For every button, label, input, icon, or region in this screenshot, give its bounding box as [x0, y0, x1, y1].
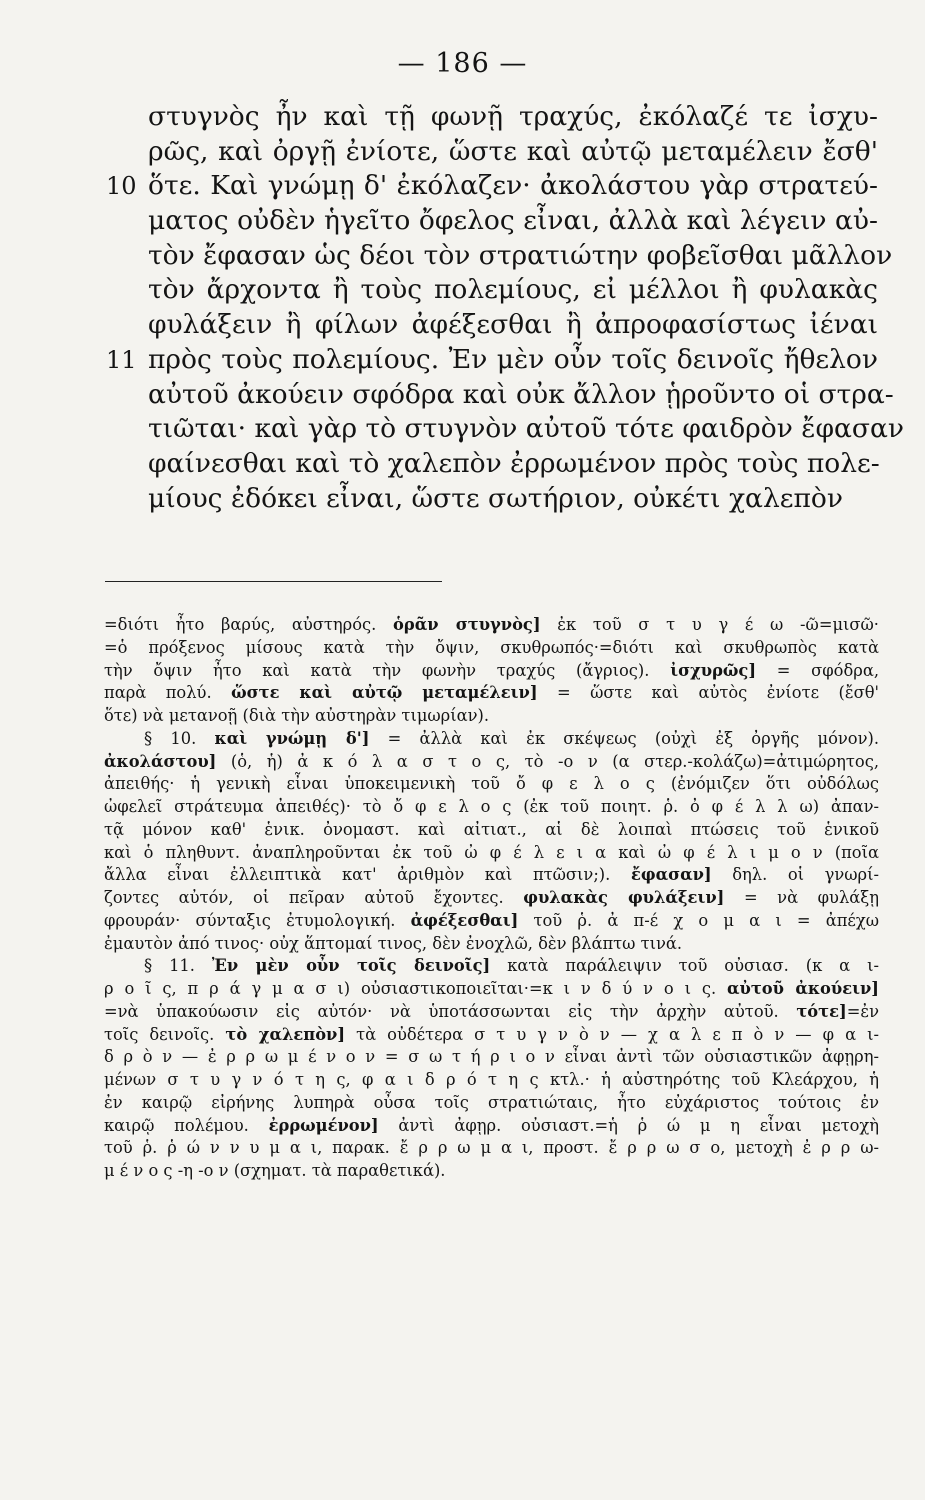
- note-text: = ἀλλὰ καὶ ἐκ σκέψεως (οὐχὶ ἐξ ὀργῆς μόνον).: [369, 728, 879, 748]
- line-text: φυλάξειν ἢ φίλων ἀφέξεσθαι ἢ ἀπροφασίστως ἰέναι: [148, 309, 878, 341]
- note-text: (ὁ, ἡ) ἀ κ ό λ α σ τ ο ς, τὸ -ο ν (α στερ.-κολάζω)=ἀτιμώρητος,: [216, 751, 879, 771]
- text-line: [148, 482, 878, 517]
- note-text: παρὰ πολύ.: [104, 683, 232, 703]
- note-text: ζοντες αὐτόν, οἱ πεῖραν αὐτοῦ ἔχοντες.: [104, 888, 524, 907]
- note-line: [104, 933, 879, 956]
- note-text: ἄλλα εἶναι ἐλλειπτικὰ κατ' ἀριθμὸν καὶ πτῶσιν;).: [104, 865, 631, 885]
- note-headword: ἰσχυρῶς]: [670, 660, 757, 680]
- line-text: ρῶς, καὶ ὀργῇ ἐνίοτε, ὥστε καὶ αὐτῷ μεταμέλειν ἔσθ': [148, 135, 878, 167]
- note-text: δ ρ ὸ ν — ἐ ρ ρ ω μ έ ν ο ν = σ ω τ ή ρ ι ο ν εἶναι ἀντὶ τῶν οὐσιαστικῶν ἀφῃρη-: [104, 1047, 879, 1067]
- line-number: 10: [106, 172, 137, 201]
- note-line: [104, 1115, 879, 1138]
- note-text: τὰ οὐδέτερα σ τ υ γ ν ὸ ν — χ α λ ε π ὸ ν — φ α ι-: [345, 1024, 879, 1044]
- note-text: ὠφελεῖ στράτευμα ἀπειθές)· τὸ ὄ φ ε λ ο ς (ἐκ τοῦ ποιητ. ῥ. ὀ φ έ λ λ ω) ἀπαν-: [104, 797, 879, 816]
- text-line: [148, 135, 878, 170]
- note-text: καὶ ὁ πληθυντ. ἀναπληροῦνται ἐκ τοῦ ὠ φ έ λ ε ι α καὶ ὠ φ έ λ ι μ ο ν (ποῖα: [104, 842, 879, 862]
- note-line: [104, 1160, 879, 1183]
- note-line: [104, 773, 879, 796]
- note-text: ὅτε) νὰ μετανοῇ (διὰ τὴν αὐστηρὰν τιμωρίαν).: [104, 706, 490, 725]
- text-line: [148, 100, 878, 135]
- note-text: μ έ ν ο ς -η -ο ν (σχηματ. τὰ παραθετικά).: [104, 1161, 446, 1180]
- note-line: [104, 955, 879, 978]
- note-line: [104, 864, 879, 887]
- text-line: [148, 378, 894, 413]
- note-line: [104, 614, 879, 637]
- note-text: ἐκ τοῦ σ τ υ γ έ ω -ῶ=μισῶ·: [540, 615, 879, 634]
- note-line: [104, 682, 879, 705]
- text-line: [106, 169, 878, 204]
- text-line: [106, 343, 878, 378]
- note-headword: ὁρᾶν στυγνὸς]: [393, 615, 541, 634]
- note-text: = νὰ φυλάξῃ: [724, 888, 879, 907]
- note-text: δηλ. οἱ γνωρί-: [711, 865, 880, 885]
- line-text: αὐτοῦ ἀκούειν σφόδρα καὶ οὐκ ἄλλον ᾑροῦντο οἱ στρα-: [148, 378, 894, 410]
- note-text: ἀντὶ ἀφῃρ. οὐσιαστ.=ἡ ῥ ώ μ η εἶναι μετοχὴ: [378, 1115, 880, 1135]
- line-text: τὸν ἔφασαν ὡς δέοι τὸν στρατιώτην φοβεῖσθαι μᾶλλον: [148, 239, 893, 271]
- note-headword: Ἐν μὲν οὖν τοῖς δεινοῖς]: [211, 956, 491, 976]
- note-text: = σφόδρα,: [756, 660, 879, 680]
- note-text: τᾷ μόνον καθ' ἑνικ. ὀνομαστ. καὶ αἰτιατ., αἱ δὲ λοιπαὶ πτώσεις τοῦ ἑνικοῦ: [104, 819, 879, 839]
- main-text: [106, 100, 905, 516]
- line-text: πρὸς τοὺς πολεμίους. Ἐν μὲν οὖν τοῖς δεινοῖς ἤθελον: [148, 343, 878, 375]
- note-text: = ὥστε καὶ αὐτὸς ἐνίοτε (ἔσθ': [537, 683, 879, 703]
- footnote-separator: [105, 581, 442, 582]
- note-headword: καὶ γνώμῃ δ']: [214, 728, 370, 748]
- note-line: [104, 1092, 879, 1115]
- note-line: [104, 1024, 879, 1047]
- note-line: [104, 1046, 879, 1069]
- note-headword: ἐρρωμένον]: [268, 1115, 379, 1135]
- note-text: μένων σ τ υ γ ν ό τ η ς, φ α ι δ ρ ό τ η ς κτλ.· ἡ αὐστηρότης τοῦ Κλεάρχου, ἡ: [104, 1070, 879, 1089]
- note-line: [104, 1069, 879, 1092]
- note-text: =νὰ ὑπακούωσιν εἰς αὐτόν· νὰ ὑποτάσσωνται εἰς τὴν ἀρχὴν αὐτοῦ.: [104, 1001, 797, 1021]
- note-headword: ἀφέξεσθαι]: [410, 910, 519, 930]
- note-headword: ἔφασαν]: [630, 865, 712, 885]
- note-text: § 11.: [144, 956, 212, 976]
- text-line: [148, 412, 905, 447]
- page-number: — 186 —: [397, 48, 528, 79]
- line-text: ματος οὐδὲν ἡγεῖτο ὄφελος εἶναι, ἀλλὰ καὶ λέγειν αὐ-: [148, 205, 878, 237]
- line-text: στυγνὸς ἦν καὶ τῇ φωνῇ τραχύς, ἐκόλαζέ τε ἰσχυ-: [148, 101, 878, 132]
- note-text: =ὁ πρόξενος μίσους κατὰ τὴν ὄψιν, σκυθρωπός·=διότι καὶ σκυθρωπὸς κατὰ: [104, 637, 879, 657]
- note-text: ρ ο ῖ ς, π ρ ά γ μ α σ ι) οὐσιαστικοποιεῖται·=κ ι ν δ ύ ν ο ι ς.: [104, 979, 728, 998]
- text-line: [148, 447, 878, 482]
- note-text: τοῦ ῥ. ῥ ώ ν ν υ μ α ι, παρακ. ἔ ρ ρ ω μ α ι, προστ. ἔ ρ ρ ω σ ο, μετοχὴ ἐ ρ ρ ω-: [104, 1138, 879, 1158]
- line-text: τὸν ἄρχοντα ἢ τοὺς πολεμίους, εἰ μέλλοι ἢ φυλακὰς: [148, 274, 878, 306]
- note-text: κατὰ παράλειψιν τοῦ οὐσιασ. (κ α ι-: [490, 956, 879, 976]
- note-line: [104, 1137, 879, 1160]
- note-line: [104, 660, 879, 683]
- note-text: ἐμαυτὸν ἀπό τινος· οὐχ ἅπτομαί τινος, δὲν ἐνοχλῶ, δὲν βλάπτω τινά.: [104, 933, 683, 953]
- note-text: ἀπειθής· ἡ γενικὴ εἶναι ὑποκειμενικὴ τοῦ ὄ φ ε λ ο ς (ἐνόμιζεν ὅτι οὐδόλως: [104, 774, 879, 794]
- note-text: φρουράν· σύνταξις ἐτυμολογική.: [104, 910, 411, 930]
- note-line: [104, 819, 879, 842]
- note-line: [104, 910, 879, 933]
- line-text: φαίνεσθαι καὶ τὸ χαλεπὸν ἐρρωμένον πρὸς τοὺς πολε-: [148, 447, 880, 479]
- note-line: [104, 728, 879, 751]
- note-line: [104, 978, 879, 1001]
- note-text: =διότι ἦτο βαρύς, αὐστηρός.: [104, 615, 394, 634]
- text-line: [148, 308, 878, 343]
- text-line: [148, 273, 878, 308]
- text-line: [148, 239, 893, 274]
- note-text: § 10.: [144, 728, 215, 748]
- commentary-notes: [104, 614, 879, 1183]
- note-line: [104, 796, 879, 819]
- line-text: ὅτε. Καὶ γνώμῃ δ' ἐκόλαζεν· ἀκολάστου γὰρ στρατεύ-: [148, 170, 878, 202]
- note-headword: αὐτοῦ ἀκούειν]: [727, 979, 879, 998]
- note-text: =ἐν: [846, 1001, 879, 1021]
- note-text: τοῖς δεινοῖς.: [104, 1024, 226, 1044]
- note-headword: ὥστε καὶ αὐτῷ μεταμέλειν]: [231, 683, 538, 703]
- text-line: [148, 204, 878, 239]
- note-text: τὴν ὄψιν ἦτο καὶ κατὰ τὴν φωνὴν τραχύς (ἄγριος).: [104, 660, 671, 680]
- line-number: 11: [106, 345, 137, 374]
- note-line: [104, 887, 879, 910]
- line-text: τιῶται· καὶ γὰρ τὸ στυγνὸν αὐτοῦ τότε φαιδρὸν ἔφασαν: [148, 413, 905, 445]
- note-line: [104, 1001, 879, 1024]
- note-line: [104, 637, 879, 660]
- note-text: τοῦ ῥ. ἀ π-έ χ ο μ α ι = ἀπέχω: [518, 910, 879, 930]
- note-line: [104, 751, 879, 774]
- note-headword: τότε]: [796, 1001, 847, 1021]
- note-line: [104, 705, 879, 728]
- line-text: μίους ἐδόκει εἶναι, ὥστε σωτήριον, οὐκέτι χαλεπὸν: [148, 482, 843, 514]
- note-line: [104, 842, 879, 865]
- note-headword: φυλακὰς φυλάξειν]: [523, 888, 725, 907]
- note-headword: ἀκολάστου]: [104, 751, 217, 771]
- note-headword: τὸ χαλεπὸν]: [225, 1024, 346, 1044]
- note-text: καιρῷ πολέμου.: [104, 1115, 269, 1135]
- note-text: ἐν καιρῷ εἰρήνης λυπηρὰ οὖσα τοῖς στρατιώταις, ἦτο εὐχάριστος τούτοις ἐν: [104, 1092, 879, 1112]
